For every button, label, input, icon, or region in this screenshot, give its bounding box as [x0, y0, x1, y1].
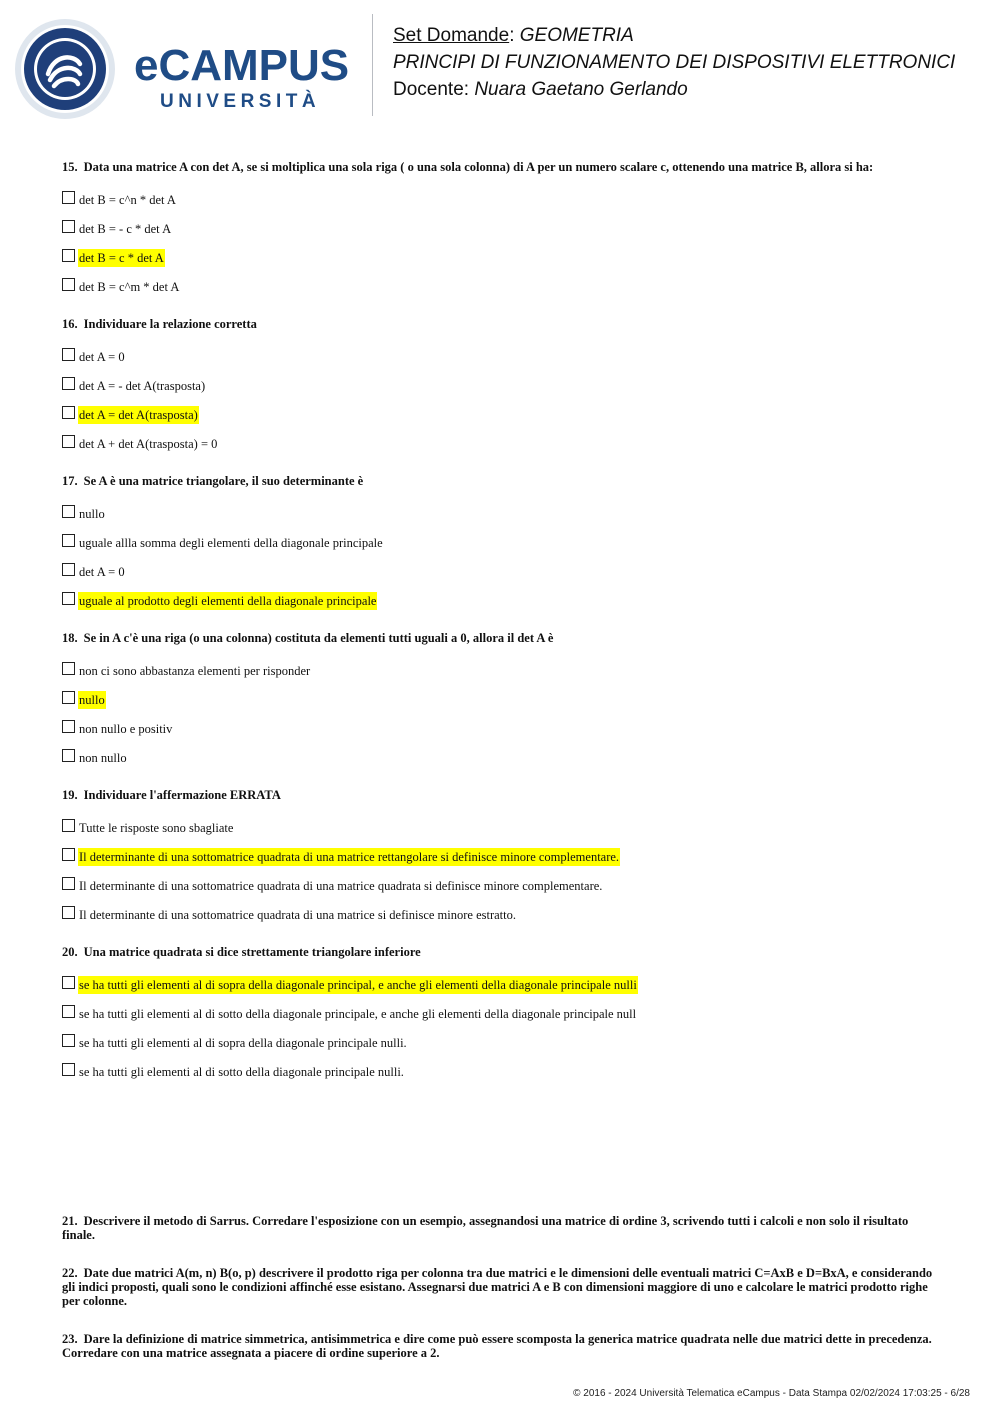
question-number: 15.	[62, 160, 78, 174]
answer-option[interactable]	[62, 405, 942, 434]
open-question	[62, 1332, 942, 1360]
question-number: 16.	[62, 317, 78, 331]
answer-checkbox[interactable]	[62, 534, 75, 547]
question-number: 17.	[62, 474, 78, 488]
answer-label: det B = c^m * det A	[79, 280, 180, 294]
answer-checkbox[interactable]	[62, 720, 75, 733]
answer-label: uguale allla somma degli elementi della diagonale principale	[79, 536, 383, 550]
answer-option[interactable]	[62, 975, 942, 1004]
header-divider	[372, 14, 373, 116]
answer-option[interactable]	[62, 376, 942, 405]
set-label: Set Domande	[393, 25, 510, 46]
answer-label: se ha tutti gli elementi al di sopra della diagonale principale nulli.	[79, 1036, 407, 1050]
open-question	[62, 1214, 942, 1242]
answer-option[interactable]	[62, 876, 942, 905]
question-title	[62, 631, 942, 646]
answer-checkbox[interactable]	[62, 249, 75, 262]
set-line: Set Domande: GEOMETRIA	[393, 25, 634, 46]
answer-option[interactable]	[62, 847, 942, 876]
answer-option[interactable]	[62, 1033, 942, 1062]
answer-checkbox[interactable]	[62, 691, 75, 704]
set-value: GEOMETRIA	[519, 25, 634, 46]
question-title	[62, 474, 942, 489]
logo-subtext: UNIVERSITÀ	[160, 91, 321, 112]
question-text: Individuare la relazione corretta	[83, 317, 257, 331]
question-block	[62, 631, 942, 777]
answer-label-highlighted: det B = c * det A	[79, 251, 164, 265]
answer-label: Il determinante di una sottomatrice quadrata di una matrice si definisce minore estratto.	[79, 908, 516, 922]
teacher-line	[393, 76, 955, 103]
answer-checkbox[interactable]	[62, 819, 75, 832]
answer-option[interactable]	[62, 190, 942, 219]
answer-label-highlighted: Il determinante di una sottomatrice quadrata di una matrice rettangolare si definisce minore complementare.	[79, 850, 620, 864]
answer-label: non ci sono abbastanza elementi per risponder	[79, 664, 311, 678]
ecampus-wordmark-logo	[134, 40, 356, 112]
question-text: Data una matrice A con det A, se si moltiplica una sola riga ( o una sola colonna) di A per un numero scalare c, ottenendo una matrice B, allora si ha:	[83, 160, 874, 174]
answer-option[interactable]	[62, 434, 942, 463]
answer-option[interactable]	[62, 504, 942, 533]
answer-checkbox[interactable]	[62, 976, 75, 989]
answer-option[interactable]	[62, 277, 942, 306]
question-text: Individuare l'affermazione ERRATA	[83, 788, 281, 802]
answer-option[interactable]	[62, 1062, 942, 1091]
answer-label: se ha tutti gli elementi al di sotto della diagonale principale, e anche gli elementi della diagonale principale null	[79, 1007, 637, 1021]
answer-option[interactable]	[62, 591, 942, 620]
question-title	[62, 160, 942, 175]
answer-label: Tutte le risposte sono sbagliate	[79, 821, 234, 835]
answer-label: Il determinante di una sottomatrice quadrata di una matrice quadrata si definisce minore complementare.	[79, 879, 603, 893]
question-block	[62, 788, 942, 934]
open-question	[62, 1266, 942, 1308]
question-text: Una matrice quadrata si dice strettamente triangolare inferiore	[83, 945, 421, 959]
question-list	[62, 160, 942, 1384]
answer-option[interactable]	[62, 248, 942, 277]
page-header	[0, 0, 1000, 130]
answer-option[interactable]	[62, 719, 942, 748]
header-info	[393, 22, 955, 103]
answer-checkbox[interactable]	[62, 435, 75, 448]
answer-label-highlighted: det A = det A(trasposta)	[79, 408, 198, 422]
answer-checkbox[interactable]	[62, 348, 75, 361]
answer-option[interactable]	[62, 1004, 942, 1033]
question-text: Dare la definizione di matrice simmetrica, antisimmetrica e dire come può essere scomposta la generica matrice quadrata nelle due matrici dette in precedenza. Corredare con una matrice assegnata a piacere di ordine superiore a 2.	[62, 1332, 932, 1360]
answer-label-highlighted: uguale al prodotto degli elementi della diagonale principale	[79, 594, 377, 608]
answer-label: non nullo e positiv	[79, 722, 173, 736]
question-number: 18.	[62, 631, 78, 645]
answer-checkbox[interactable]	[62, 877, 75, 890]
answer-checkbox[interactable]	[62, 1034, 75, 1047]
question-title	[62, 788, 942, 803]
answer-checkbox[interactable]	[62, 377, 75, 390]
question-block	[62, 945, 942, 1091]
answer-label: se ha tutti gli elementi al di sotto della diagonale principale nulli.	[79, 1065, 404, 1079]
answer-checkbox[interactable]	[62, 406, 75, 419]
question-block	[62, 474, 942, 620]
answer-label: nullo	[79, 507, 105, 521]
answer-checkbox[interactable]	[62, 505, 75, 518]
question-number: 22.	[62, 1266, 78, 1280]
answer-label: det A + det A(trasposta) = 0	[79, 437, 218, 451]
question-block	[62, 317, 942, 463]
answer-checkbox[interactable]	[62, 1063, 75, 1076]
answer-label: non nullo	[79, 751, 127, 765]
answer-checkbox[interactable]	[62, 848, 75, 861]
question-title	[62, 317, 942, 332]
answer-checkbox[interactable]	[62, 906, 75, 919]
answer-checkbox[interactable]	[62, 749, 75, 762]
question-title	[62, 945, 942, 960]
question-text: Date due matrici A(m, n) B(o, p) descrivere il prodotto riga per colonna tra due matrici e le dimensioni delle eventuali matrici C=AxB e D=BxA, e considerando gli indici proposti, quali sono le condizioni affinché esse esistano. Assegnarsi due matrici A e B con dimensioni maggiore di uno e calcolare le matrici prodotto righe per colonne.	[62, 1266, 933, 1308]
answer-label: det A = 0	[79, 350, 125, 364]
answer-checkbox[interactable]	[62, 278, 75, 291]
question-text: Descrivere il metodo di Sarrus. Corredare l'esposizione con un esempio, assegnandosi una matrice di ordine 3, scrivendo tutti i calcoli e non solo il risultato finale.	[62, 1214, 909, 1242]
answer-option[interactable]	[62, 818, 942, 847]
answer-label-highlighted: se ha tutti gli elementi al di sopra della diagonale principal, e anche gli elementi della diagonale principale nulli	[79, 978, 637, 992]
question-number: 23.	[62, 1332, 78, 1346]
answer-option[interactable]	[62, 562, 942, 591]
answer-label: det B = c^n * det A	[79, 193, 176, 207]
question-number: 21.	[62, 1214, 78, 1228]
answer-label: det A = 0	[79, 565, 125, 579]
answer-label: det B = - c * det A	[79, 222, 172, 236]
question-text: Se in A c'è una riga (o una colonna) costituta da elementi tutti uguali a 0, allora il det A è	[83, 631, 554, 645]
answer-checkbox[interactable]	[62, 191, 75, 204]
teacher-label: Docente:	[393, 79, 475, 100]
question-number: 19.	[62, 788, 78, 802]
question-text: Se A è una matrice triangolare, il suo determinante è	[83, 474, 364, 488]
answer-label-highlighted: nullo	[79, 693, 105, 707]
page-footer: © 2016 - 2024 Università Telematica eCampus - Data Stampa 02/02/2024 17:03:25 - 6/28	[573, 1388, 970, 1399]
answer-checkbox[interactable]	[62, 563, 75, 576]
answer-checkbox[interactable]	[62, 1005, 75, 1018]
answer-option[interactable]	[62, 905, 942, 934]
answer-option[interactable]	[62, 533, 942, 562]
logo-text: eCAMPUS	[134, 41, 350, 90]
question-block	[62, 160, 942, 306]
teacher-name: Nuara Gaetano Gerlando	[474, 79, 688, 100]
ecampus-seal-logo	[14, 18, 116, 120]
answer-option[interactable]	[62, 748, 942, 777]
answer-checkbox[interactable]	[62, 220, 75, 233]
answer-option[interactable]	[62, 219, 942, 248]
answer-label: det A = - det A(trasposta)	[79, 379, 206, 393]
course-title: PRINCIPI DI FUNZIONAMENTO DEI DISPOSITIVI ELETTRONICI	[393, 52, 956, 73]
answer-option[interactable]	[62, 661, 942, 690]
answer-checkbox[interactable]	[62, 662, 75, 675]
answer-option[interactable]	[62, 347, 942, 376]
answer-checkbox[interactable]	[62, 592, 75, 605]
spacer	[62, 1102, 942, 1214]
question-number: 20.	[62, 945, 78, 959]
answer-option[interactable]	[62, 690, 942, 719]
